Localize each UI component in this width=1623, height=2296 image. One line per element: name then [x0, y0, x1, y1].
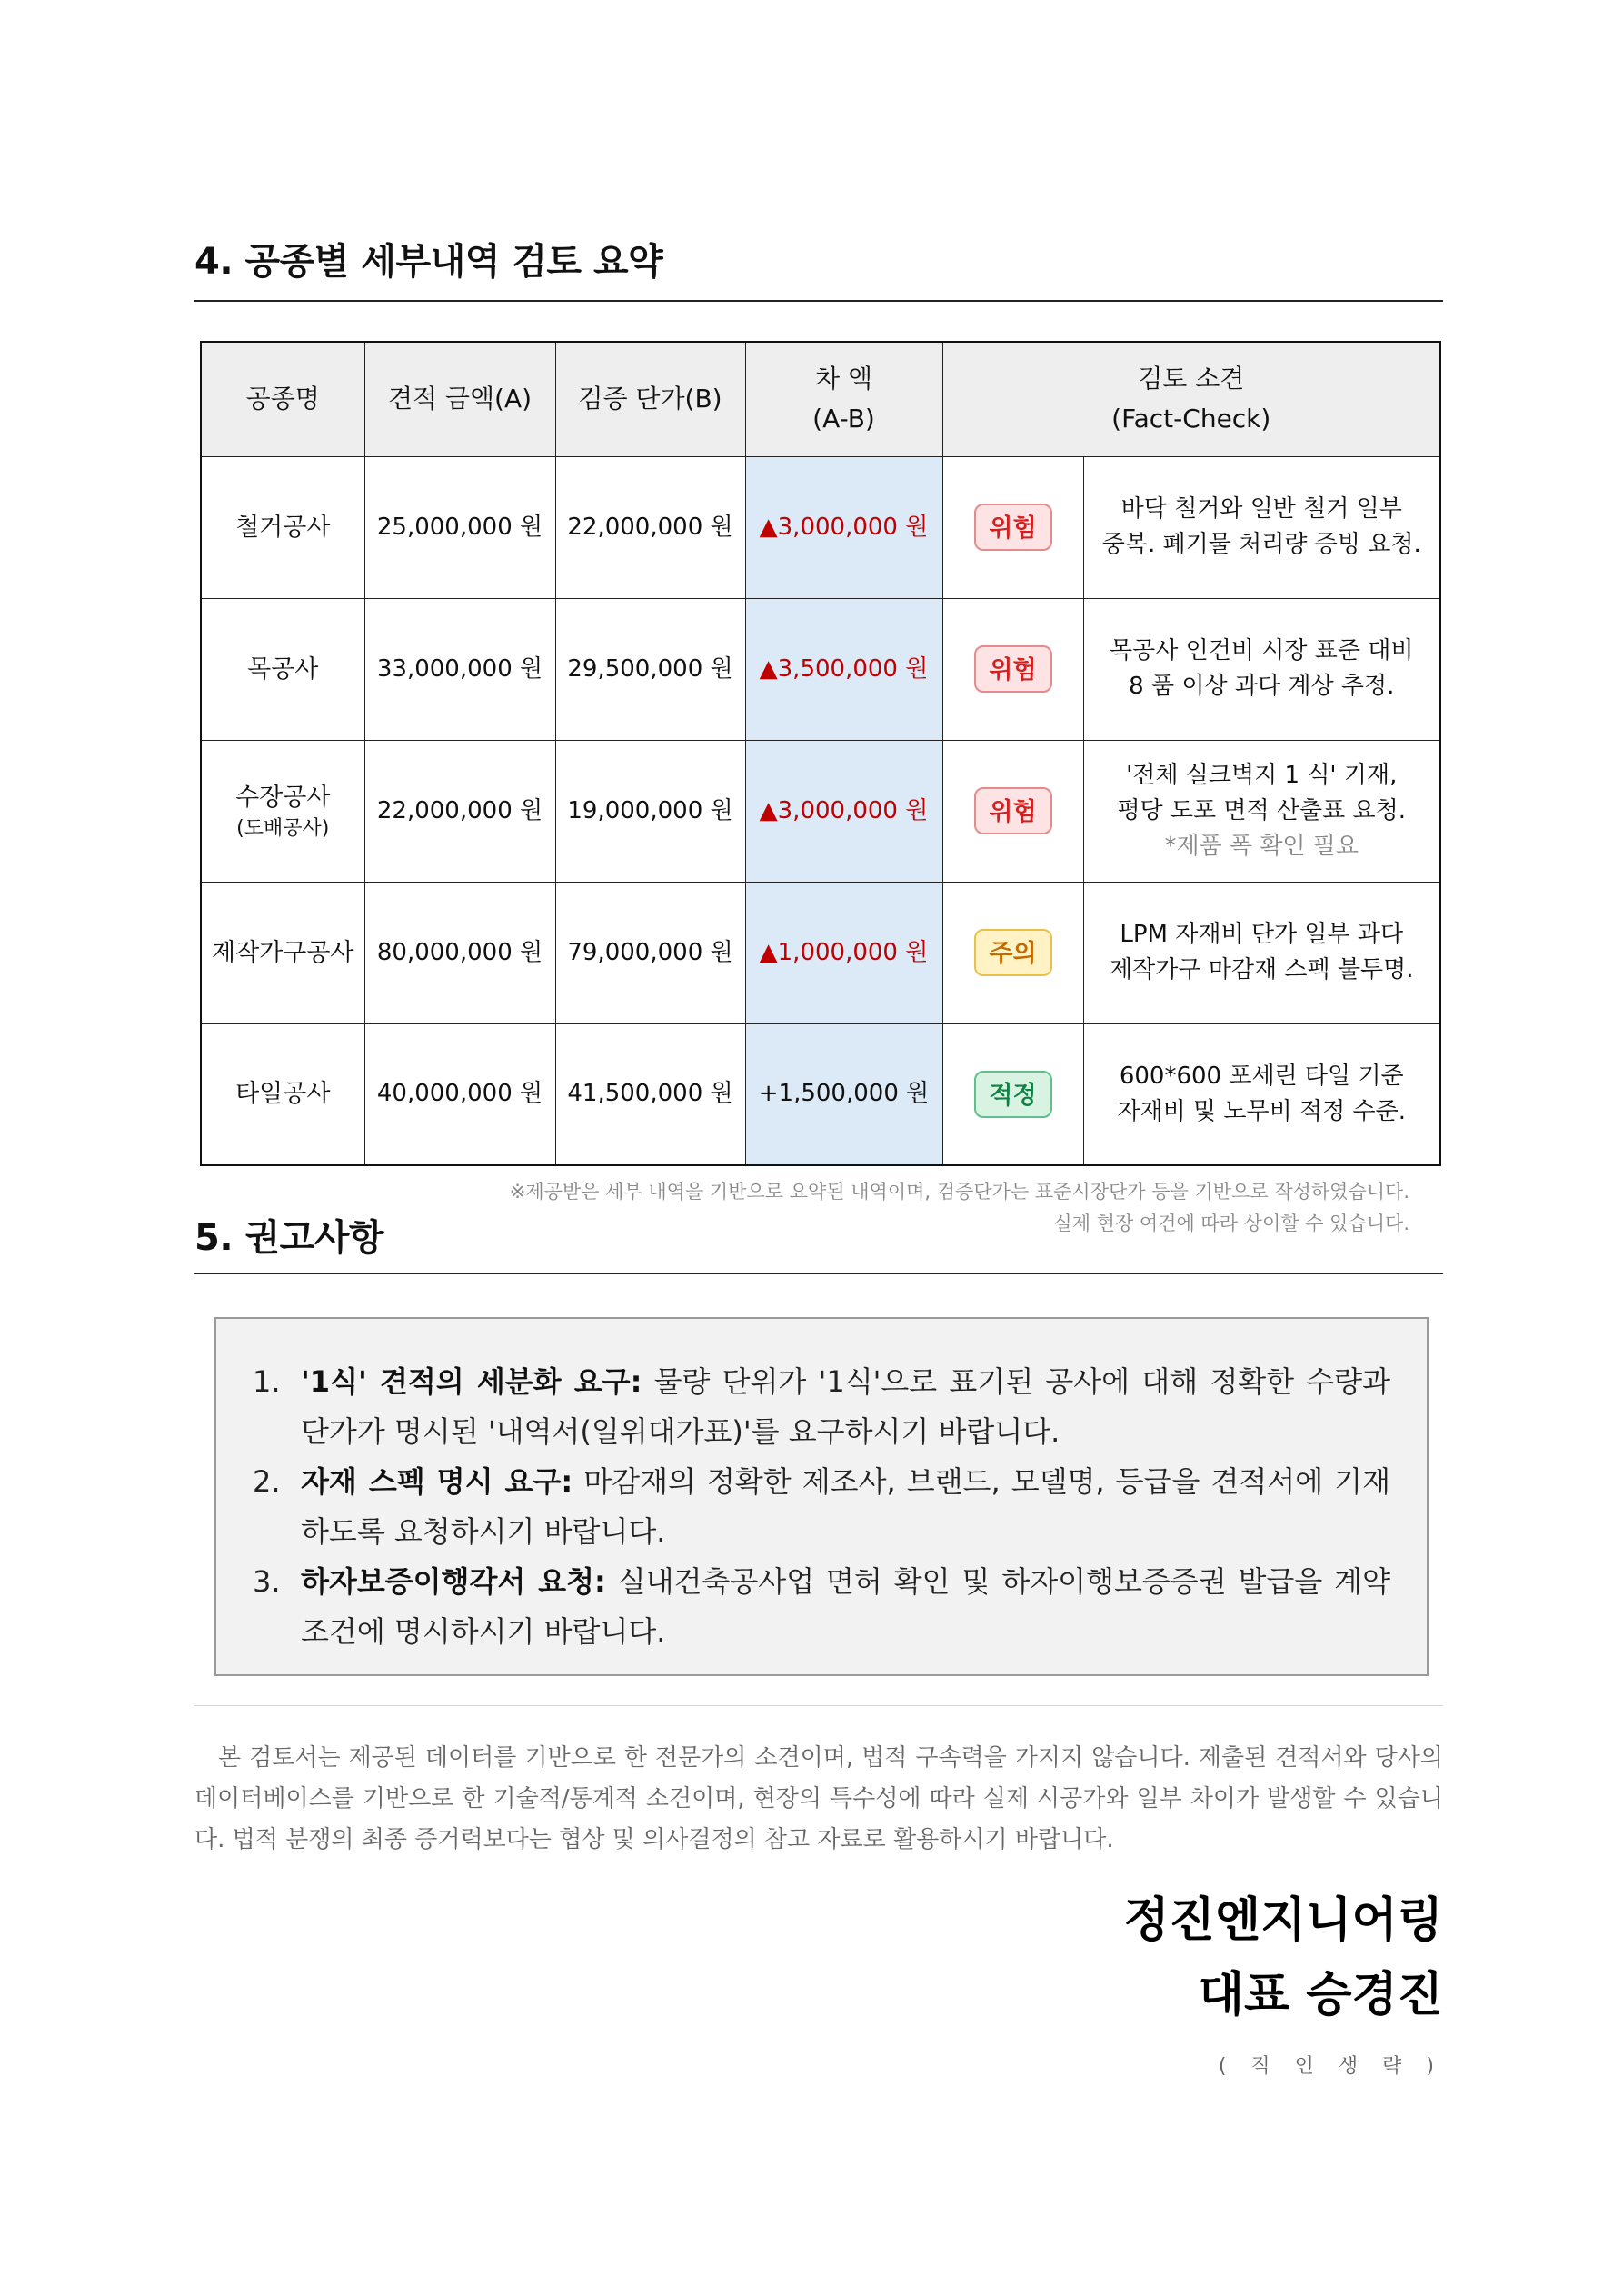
header-diff-line2: (A-B) — [812, 404, 875, 434]
note-line1: '전체 실크벽지 1 식' 기재, — [1126, 761, 1398, 789]
recommendation-lead: '1식' 견적의 세분화 요구: — [301, 1364, 642, 1399]
row-quote: 22,000,000 원 — [364, 740, 555, 882]
row-quote: 33,000,000 원 — [364, 598, 555, 740]
section5-divider — [194, 1273, 1443, 1274]
representative-name: 대표 승경진 — [1198, 1968, 1443, 2022]
row-note — [1083, 1023, 1440, 1165]
row-note — [1083, 882, 1440, 1023]
row-badge-cell — [942, 598, 1083, 740]
row-note — [1083, 456, 1440, 598]
table-row — [201, 1023, 1440, 1165]
header-review-line2: (Fact-Check) — [1111, 404, 1271, 434]
row-verified: 22,000,000 원 — [555, 456, 745, 598]
header-verified: 검증 단가(B) — [555, 342, 745, 456]
recommendation-item — [253, 1557, 1390, 1657]
row-verified: 79,000,000 원 — [555, 882, 745, 1023]
header-review-line1: 검토 소견 — [1138, 364, 1245, 394]
row-diff: ▲3,500,000 원 — [745, 598, 942, 740]
section5-title: 5. 권고사항 — [194, 1217, 384, 1259]
seal-omitted-note: ( 직 인 생 략 ) — [1218, 2055, 1443, 2078]
note-line1: LPM 자재비 단가 일부 과다 — [1120, 921, 1404, 948]
row-verified: 29,500,000 원 — [555, 598, 745, 740]
company-name: 정진엔지니어링 — [1123, 1893, 1443, 1948]
row-name: 제작가구공사 — [201, 882, 364, 1023]
row-verified: 41,500,000 원 — [555, 1023, 745, 1165]
recommendation-number: 2. — [253, 1464, 281, 1499]
table-row — [201, 456, 1440, 598]
header-review — [942, 342, 1440, 456]
disclaimer-divider — [194, 1705, 1443, 1706]
disclaimer-text: 본 검토서는 제공된 데이터를 기반으로 한 전문가의 소견이며, 법적 구속력을 가지지 않습니다. 제출된 견적서와 당사의 데이터베이스를 기반으로 한 기술적/통계적 소견이며, 현장의 특수성에 따라 실제 시공가와 일부 차이가 발생할 수 있습니다. 법적 분쟁의 최종 증거력보다는 협상 및 의사결정의 참고 자료로 활용하시기 바랍니다. — [194, 1744, 1443, 1853]
row-diff: ▲1,000,000 원 — [745, 882, 942, 1023]
row-badge-cell — [942, 740, 1083, 882]
section4-divider — [194, 300, 1443, 302]
header-diff-line1: 차 액 — [815, 364, 872, 394]
recommendation-item — [253, 1457, 1390, 1557]
row-badge-cell — [942, 882, 1083, 1023]
note-line2: 자재비 및 노무비 적정 수준. — [1117, 1097, 1407, 1125]
table-row — [201, 740, 1440, 882]
footnote-line2: 실제 현장 여건에 따라 상이할 수 있습니다. — [1053, 1213, 1409, 1234]
table-footnote — [510, 1176, 1409, 1240]
row-note — [1083, 740, 1440, 882]
table-row — [201, 598, 1440, 740]
header-name: 공종명 — [201, 342, 364, 456]
row-name: 철거공사 — [201, 456, 364, 598]
row-quote: 80,000,000 원 — [364, 882, 555, 1023]
row-quote: 40,000,000 원 — [364, 1023, 555, 1165]
recommendations-list — [253, 1357, 1390, 1657]
note-line3: *제품 폭 확인 필요 — [1164, 832, 1359, 860]
note-line2: 평당 도포 면적 산출표 요청. — [1117, 796, 1407, 824]
row-verified: 19,000,000 원 — [555, 740, 745, 882]
row-badge-cell — [942, 456, 1083, 598]
row-diff: ▲3,000,000 원 — [745, 740, 942, 882]
table-row — [201, 882, 1440, 1023]
note-line2: 8 품 이상 과다 계상 추정. — [1129, 673, 1395, 700]
row-note — [1083, 598, 1440, 740]
note-line1: 600*600 포세린 타일 기준 — [1119, 1062, 1404, 1090]
recommendation-lead: 자재 스펙 명시 요구: — [301, 1464, 573, 1499]
row-diff: +1,500,000 원 — [745, 1023, 942, 1165]
row-badge-cell — [942, 1023, 1083, 1165]
table-header-row — [201, 342, 1440, 456]
review-summary-table — [200, 341, 1441, 1166]
recommendation-number: 1. — [253, 1364, 281, 1399]
note-line1: 바닥 철거와 일반 철거 일부 — [1120, 495, 1402, 523]
recommendation-text: 마감재의 정확한 제조사, 브랜드, 모델명, 등급을 견적서에 기재하도록 요청하시기 바랍니다. — [301, 1464, 1390, 1549]
recommendation-text: 물량 단위가 '1식'으로 표기된 공사에 대해 정확한 수량과 단가가 명시된 '내역서(일위대가표)'를 요구하시기 바랍니다. — [301, 1364, 1390, 1449]
status-badge: 위험 — [974, 645, 1052, 693]
recommendation-text: 실내건축공사업 면허 확인 및 하자이행보증증권 발급을 계약 조건에 명시하시기 바랍니다. — [301, 1564, 1390, 1649]
status-badge: 위험 — [974, 787, 1052, 834]
note-line1: 목공사 인건비 시장 표준 대비 — [1110, 637, 1414, 664]
status-badge: 주의 — [974, 929, 1052, 976]
recommendations-box — [214, 1317, 1429, 1676]
note-line2: 제작가구 마감재 스펙 불투명. — [1110, 956, 1414, 983]
status-badge: 위험 — [974, 504, 1052, 551]
header-quote: 견적 금액(A) — [364, 342, 555, 456]
row-diff: ▲3,000,000 원 — [745, 456, 942, 598]
footnote-line1: ※제공받은 세부 내역을 기반으로 요약된 내역이며, 검증단가는 표준시장단가 등을 기반으로 작성하였습니다. — [509, 1181, 1409, 1203]
row-name — [201, 740, 364, 882]
row-name-main: 수장공사 — [235, 783, 331, 812]
row-name: 목공사 — [201, 598, 364, 740]
row-quote: 25,000,000 원 — [364, 456, 555, 598]
status-badge: 적정 — [974, 1071, 1052, 1118]
section4-title: 4. 공종별 세부내역 검토 요약 — [194, 241, 663, 283]
header-diff — [745, 342, 942, 456]
recommendation-item — [253, 1357, 1390, 1457]
note-line2: 중복. 폐기물 처리량 증빙 요청. — [1101, 531, 1421, 558]
recommendation-number: 3. — [253, 1564, 281, 1599]
recommendation-lead: 하자보증이행각서 요청: — [301, 1564, 606, 1599]
row-name-sub: (도배공사) — [236, 816, 330, 840]
row-name: 타일공사 — [201, 1023, 364, 1165]
